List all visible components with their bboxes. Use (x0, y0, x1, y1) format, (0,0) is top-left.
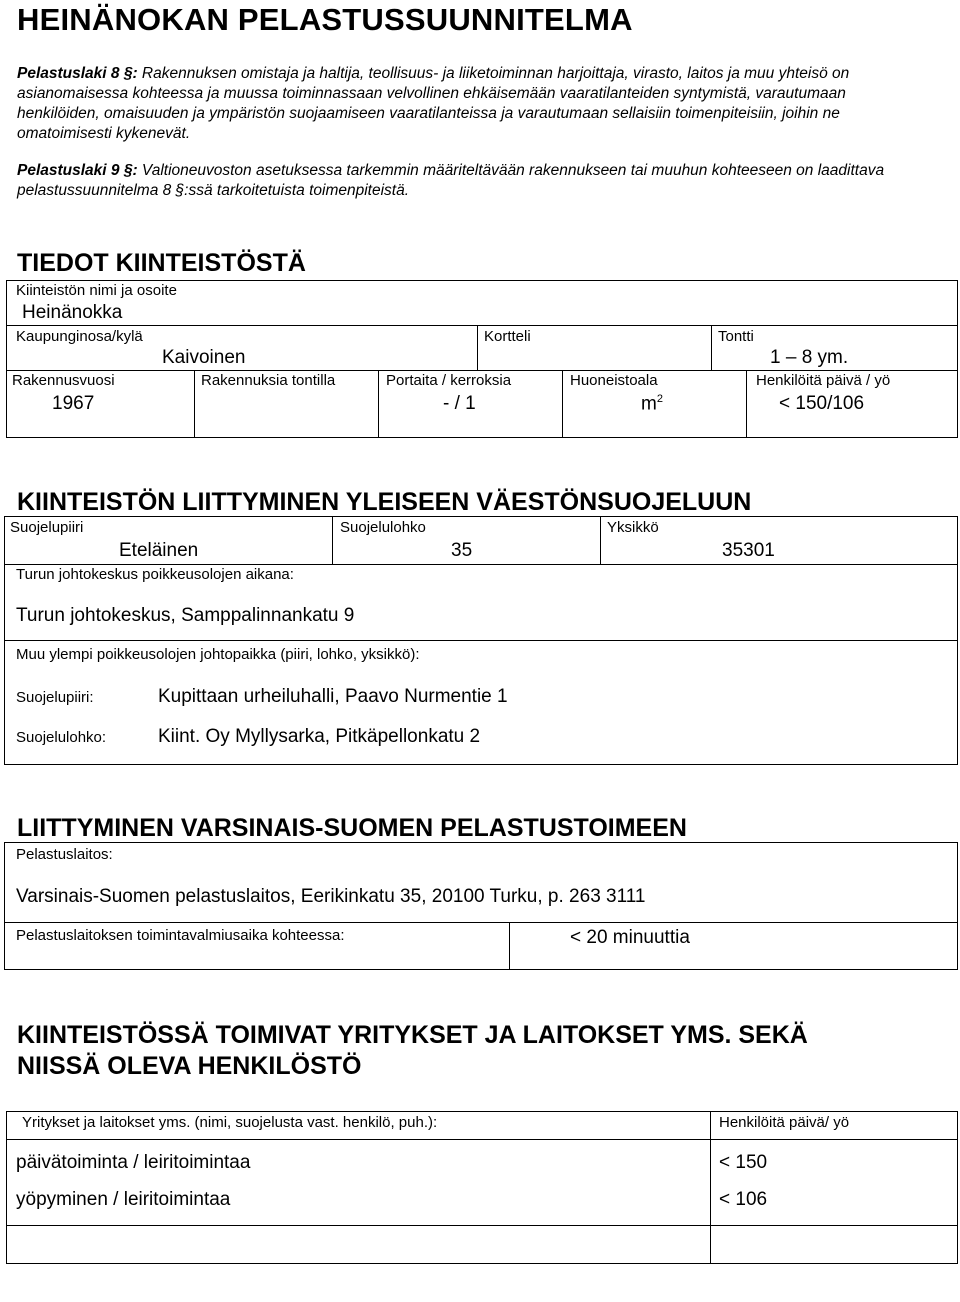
civil-defence-heading: KIINTEISTÖN LIITTYMINEN YLEISEEN VÄESTÖNSUOJELUUN (17, 488, 752, 516)
companies-col2-header: Henkilöitä päivä/ yö (719, 1114, 850, 1131)
divider (378, 370, 379, 438)
construction-year-value: 1967 (52, 393, 95, 414)
district-label: Kaupunginosa/kylä (16, 328, 143, 345)
persons-value: < 150/106 (779, 393, 865, 414)
divider (332, 516, 333, 564)
buildings-label: Rakennuksia tontilla (201, 372, 336, 389)
protection-section-value: Kiint. Oy Myllysarka, Pitkäpellonkatu 2 (158, 726, 481, 747)
construction-year-label: Rakennusvuosi (12, 372, 115, 389)
divider (4, 564, 958, 565)
table-row-persons: < 106 (719, 1189, 768, 1210)
defence-district-label: Suojelupiiri (10, 519, 84, 536)
divider (6, 325, 958, 326)
floor-area-unit: $m^2$ (641, 393, 663, 415)
response-time-value: < 20 minuuttia (570, 927, 690, 948)
table-row-persons: < 150 (719, 1152, 768, 1173)
divider (509, 922, 510, 970)
protection-district-label: Suojelupiiri: (16, 689, 94, 706)
table-row-name: yöpyminen / leiritoimintaa (16, 1189, 231, 1210)
plot-value: 1 – 8 ym. (770, 347, 849, 368)
divider (746, 370, 747, 438)
property-name-label: Kiinteistön nimi ja osoite (16, 282, 177, 299)
defence-unit-value: 35301 (722, 540, 775, 561)
divider (600, 516, 601, 564)
intro-paragraph-8 (17, 64, 932, 144)
response-time-label: Pelastuslaitoksen toimintavalmiusaika kohteessa: (16, 927, 345, 944)
stairs-floors-value: - / 1 (443, 393, 476, 414)
law-text-9: Valtioneuvoston asetuksessa tarkemmin määriteltävään rakennukseen tai muuhun kohteeseen on laadittava pelastussuunnitelma 8 §:ssä tarkoitetuista toimenpiteistä. (17, 162, 885, 199)
companies-table (6, 1111, 958, 1264)
floor-area-label: Huoneistoala (570, 372, 658, 389)
rescue-department-label: Pelastuslaitos: (16, 846, 113, 863)
property-heading: TIEDOT KIINTEISTÖSTÄ (17, 249, 306, 277)
defence-district-value: Eteläinen (119, 540, 199, 561)
divider (477, 325, 478, 370)
defence-section-value: 35 (451, 540, 473, 561)
table-row-name: päivätoiminta / leiritoimintaa (16, 1152, 251, 1173)
divider (562, 370, 563, 438)
law-text-8: Rakennuksen omistaja ja haltija, teollisuus- ja liiketoiminnan harjoittaja, virasto, laitos ja muu yhteisö on asianomaisessa kohteessa ja muussa toiminnassaan velvollinen ehkäisemään vaaratilanteiden syntymistä, varautumaan henkilöiden, omaisuuden ja ympäristön suojaamiseen vaaratilanteissa ja varautumaan sellaisiin toimenpiteisiin, joihin ne omatoimisesti kykenevät. (17, 65, 850, 142)
divider (6, 370, 958, 371)
district-value: Kaivoinen (162, 347, 246, 368)
persons-label: Henkilöitä päivä / yö (756, 372, 891, 389)
divider (4, 640, 958, 641)
divider (6, 1225, 958, 1226)
defence-section-label: Suojelulohko (340, 519, 426, 536)
law-reference-9: Pelastuslaki 9 §: (17, 162, 138, 179)
companies-col1-header: Yritykset ja laitokset yms. (nimi, suojelusta vast. henkilö, puh.): (22, 1114, 438, 1131)
divider (710, 1111, 711, 1264)
command-center-label: Turun johtokeskus poikkeusolojen aikana: (16, 566, 294, 583)
defence-unit-label: Yksikkö (607, 519, 659, 536)
block-label: Kortteli (484, 328, 531, 345)
property-name-value: Heinänokka (22, 302, 123, 323)
stairs-floors-label: Portaita / kerroksia (386, 372, 512, 389)
document-title: HEINÄNOKAN PELASTUSSUUNNITELMA (17, 2, 633, 37)
divider (4, 922, 958, 923)
other-command-label: Muu ylempi poikkeusolojen johtopaikka (piiri, lohko, yksikkö): (16, 646, 420, 663)
protection-section-label: Suojelulohko: (16, 729, 107, 746)
command-center-value: Turun johtokeskus, Samppalinnankatu 9 (16, 605, 355, 626)
plot-label: Tontti (718, 328, 754, 345)
companies-heading-line2: NIISSÄ OLEVA HENKILÖSTÖ (17, 1052, 362, 1080)
intro-paragraph-9 (17, 161, 932, 201)
rescue-department-value: Varsinais-Suomen pelastuslaitos, Eerikinkatu 35, 20100 Turku, p. 263 3111 (16, 886, 646, 907)
divider (194, 370, 195, 438)
divider (711, 325, 712, 370)
divider (6, 1139, 958, 1140)
law-reference-8: Pelastuslaki 8 §: (17, 65, 138, 82)
rescue-heading: LIITTYMINEN VARSINAIS-SUOMEN PELASTUSTOIMEEN (17, 814, 687, 842)
companies-heading-line1: KIINTEISTÖSSÄ TOIMIVAT YRITYKSET JA LAITOKSET YMS. SEKÄ (17, 1021, 808, 1049)
protection-district-value: Kupittaan urheiluhalli, Paavo Nurmentie 1 (158, 686, 508, 707)
